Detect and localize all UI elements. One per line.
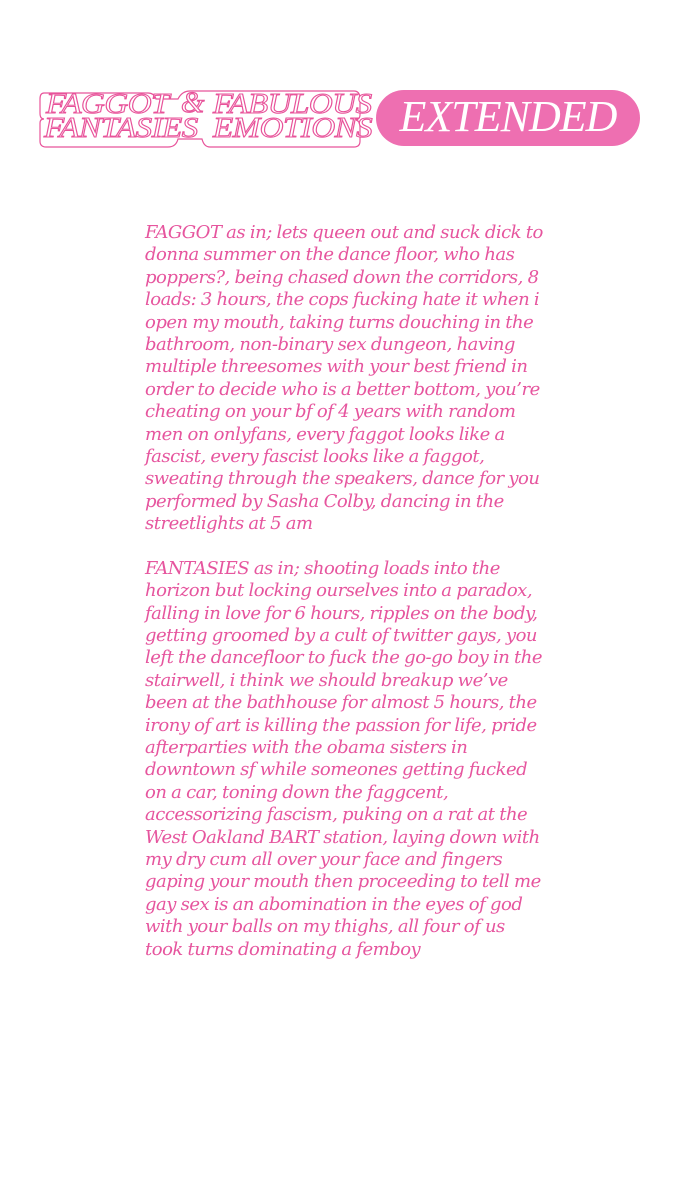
extended-badge-label: EXTENDED [399,92,617,141]
body-text [145,222,545,961]
logo-word-fantasies: FANTASIES [44,112,198,145]
extended-badge [376,90,640,146]
paragraph-fantasies: FANTASIES as in; shooting loads into the horizon but locking ourselves into a paradox, falling in love for 6 hours, ripples on the body, getting groomed by a cult of twitter gays, you left the dancefloor to fuck the go-go boy in the stairwell, i think we should breakup we’ve been at the bathhouse for almost 5 hours, the irony of art is killing the passion for life, pride afterparties with the obama sisters in downtown sf while someones getting fucked on a car, toning down the faggcent, accessorizing fascism, puking on a rat at the West Oakland BART station, laying down with my dry cum all over your face and fingers gaping your mouth then proceeding to tell me gay sex is an abomination in the eyes of god with your balls on my thighs, all four of us took turns dominating a femboy [145,557,543,960]
logo-ampersand: & [181,86,205,119]
paragraph-faggot: FAGGOT as in; lets queen out and suck dick to donna summer on the dance floor, who has poppers?, being chased down the corridors, 8 loads: 3 hours, the cops fucking hate it when i open my mouth, taking turns douching in the bathroom, non-binary sex dungeon, having multiple threesomes with your best friend in order to decide who is a better bottom, you’re cheating on your bf of 4 years with random men on onlyfans, every faggot looks like a fascist, every fascist looks like a faggot, sweating through the speakers, dance for you performed by Sasha Colby, dancing in the streetlights at 5 am [145,222,543,535]
logo-word-emotions: EMOTIONS [213,112,373,145]
logo-word-faggot: FAGGOT [46,88,169,121]
header [0,0,675,170]
logo-word-fabulous: FABULOUS [213,88,372,121]
